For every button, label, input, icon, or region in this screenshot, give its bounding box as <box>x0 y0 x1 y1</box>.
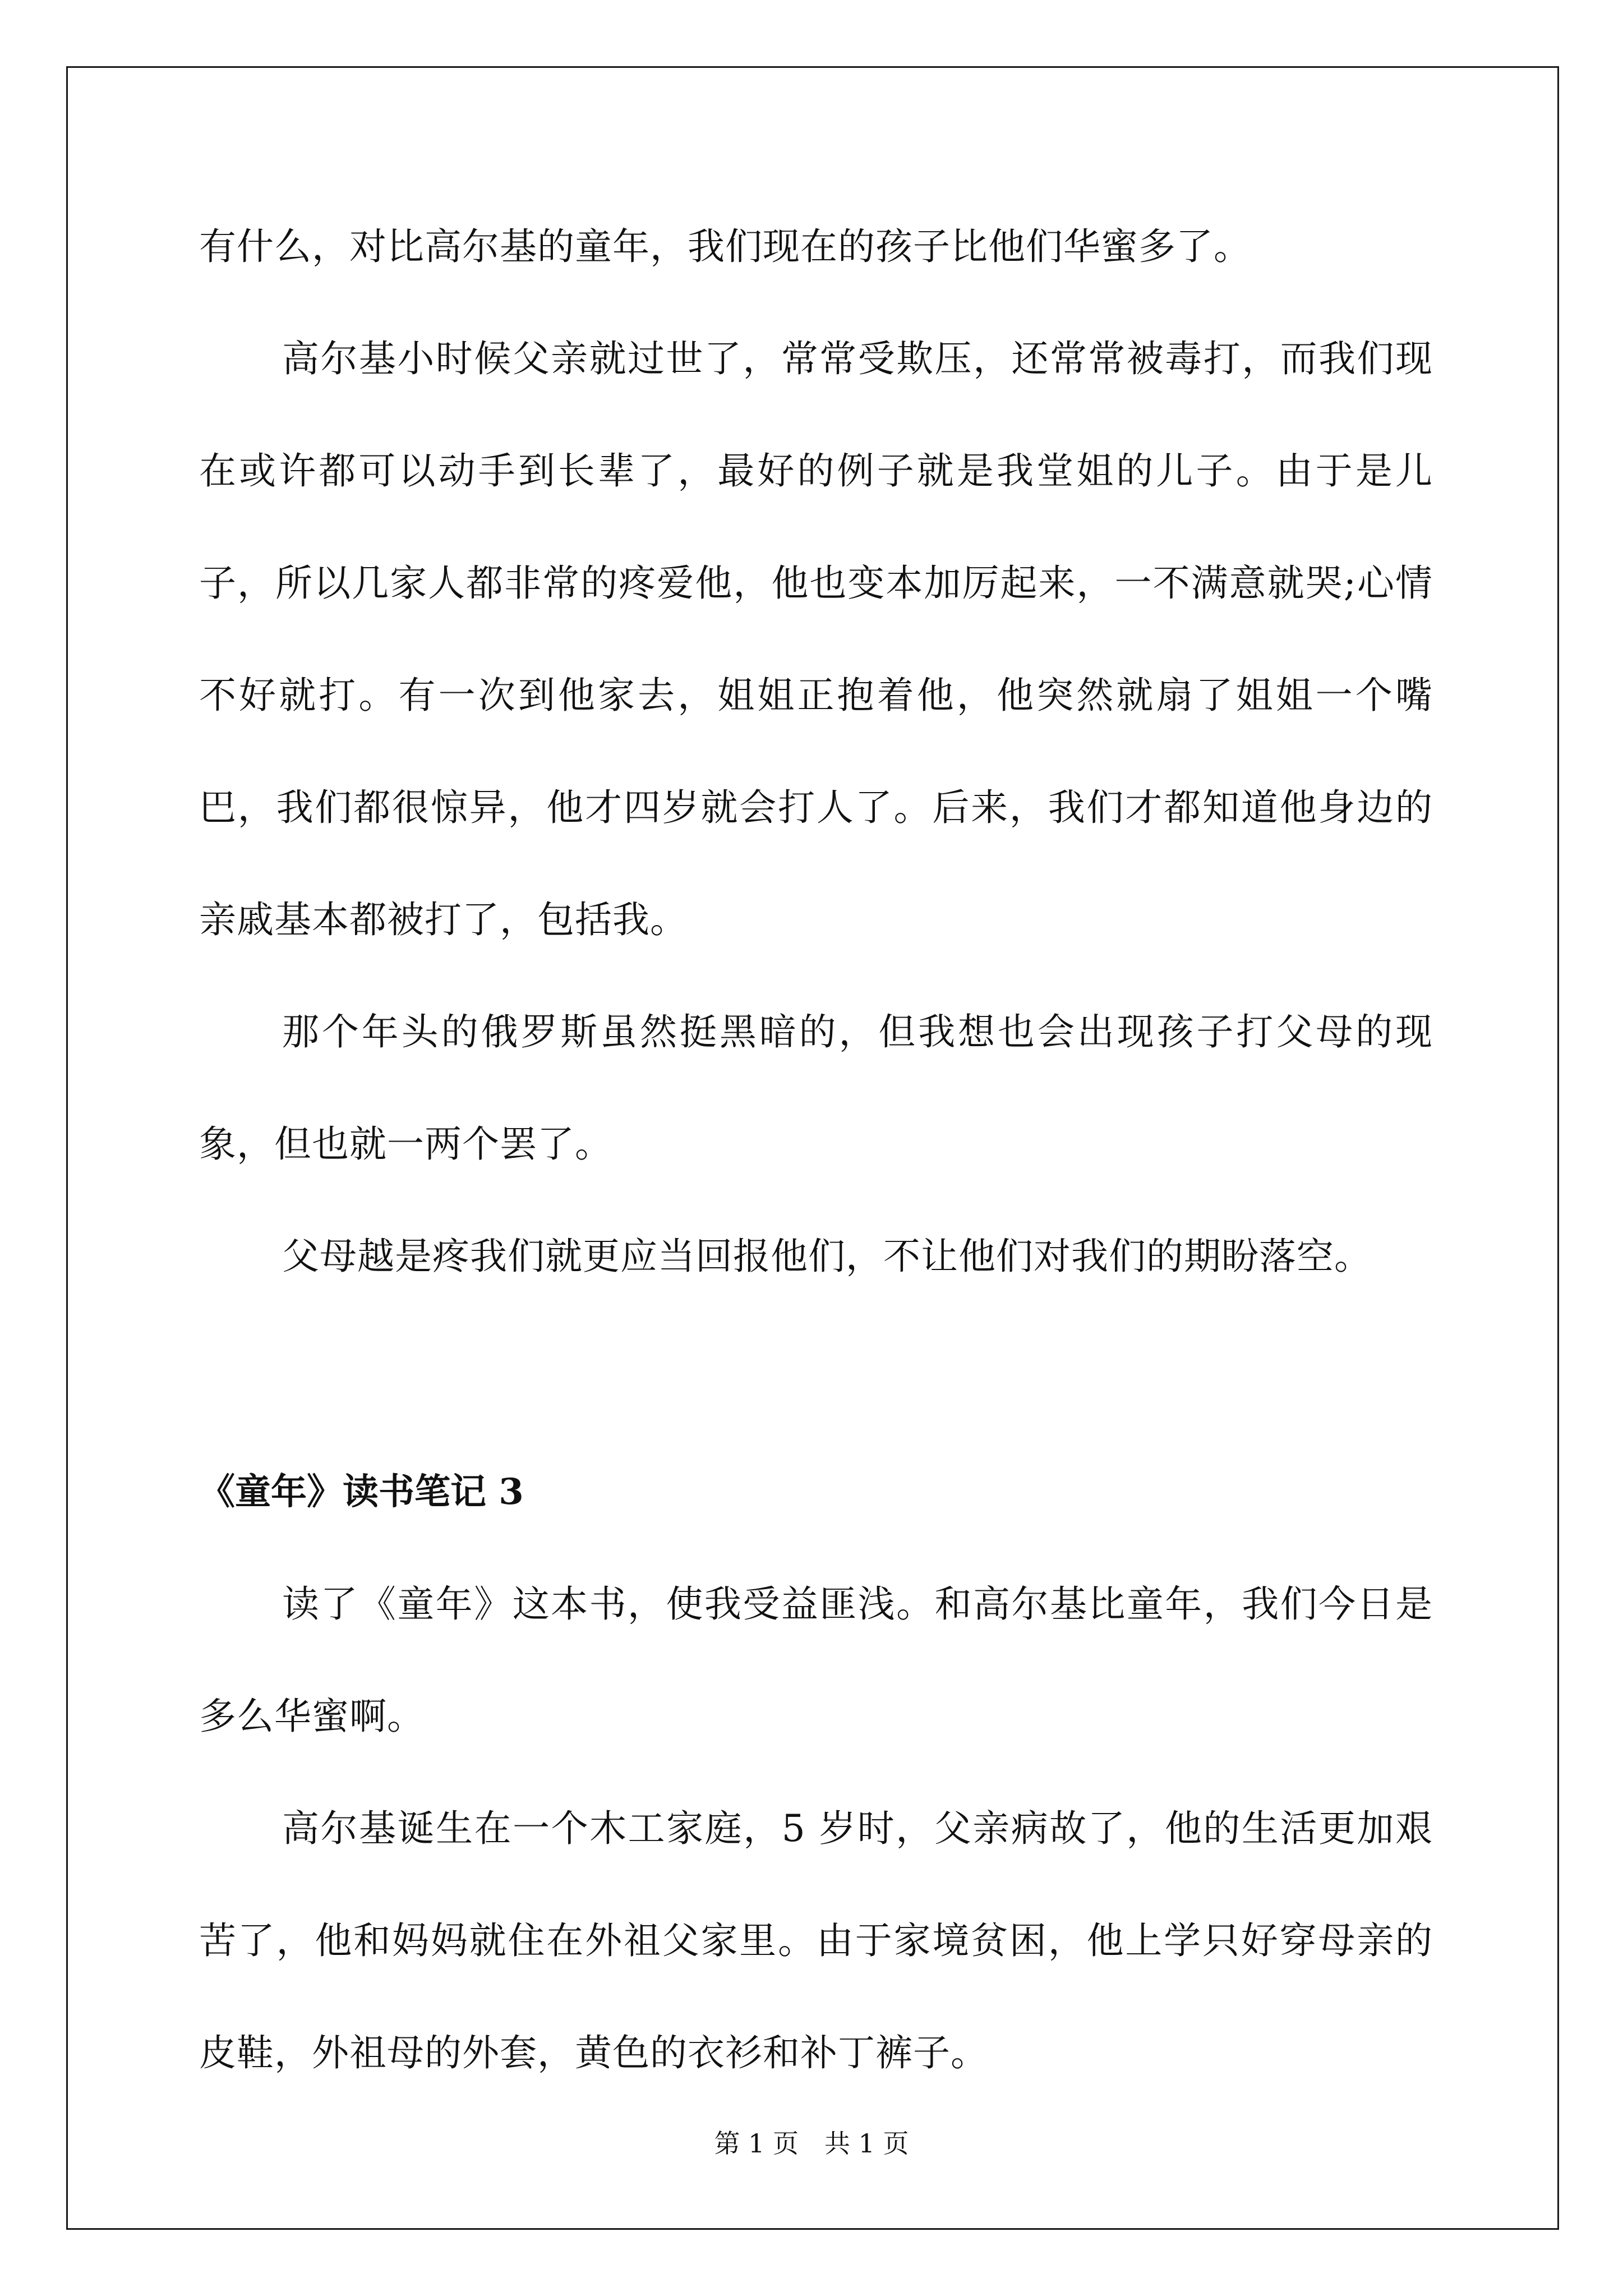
paragraph-4: 父母越是疼我们就更应当回报他们，不让他们对我们的期盼落空。 <box>282 1235 1372 1278</box>
paragraph-1: 有什么，对比高尔基的童年，我们现在的孩子比他们华蜜多了。 <box>199 225 1251 268</box>
paragraph-6: 高尔基诞生在一个木工家庭，5 岁时，父亲病故了，他的生活更加艰苦了，他和妈妈就住在外祖父家里。由于家境贫困，他上学只好穿母亲的皮鞋，外祖母的外套，黄色的衣衫和补丁裤子。 <box>199 1807 1433 2074</box>
paragraph-5: 读了《童年》这本书，使我受益匪浅。和高尔基比童年，我们今日是多么华蜜啊。 <box>199 1582 1433 1738</box>
page-footer: 第 1 页 共 1 页 <box>714 2128 909 2159</box>
paragraph-3: 那个年头的俄罗斯虽然挺黑暗的，但我想也会出现孩子打父母的现象，但也就一两个罢了。 <box>199 1010 1433 1166</box>
document-body <box>199 191 1433 2109</box>
section-heading: 《童年》读书笔记 3 <box>199 1471 524 1513</box>
paragraph-2: 高尔基小时候父亲就过世了，常常受欺压，还常常被毒打，而我们现在或许都可以动手到长辈了，最好的例子就是我堂姐的儿子。由于是儿子，所以几家人都非常的疼爱他，他也变本加厉起来，一不满意就哭;心情不好就打。有一次到他家去，姐姐正抱着他，他突然就扇了姐姐一个嘴巴，我们都很惊异，他才四岁就会打人了。后来，我们才都知道他身边的亲戚基本都被打了，包括我。 <box>199 337 1433 941</box>
